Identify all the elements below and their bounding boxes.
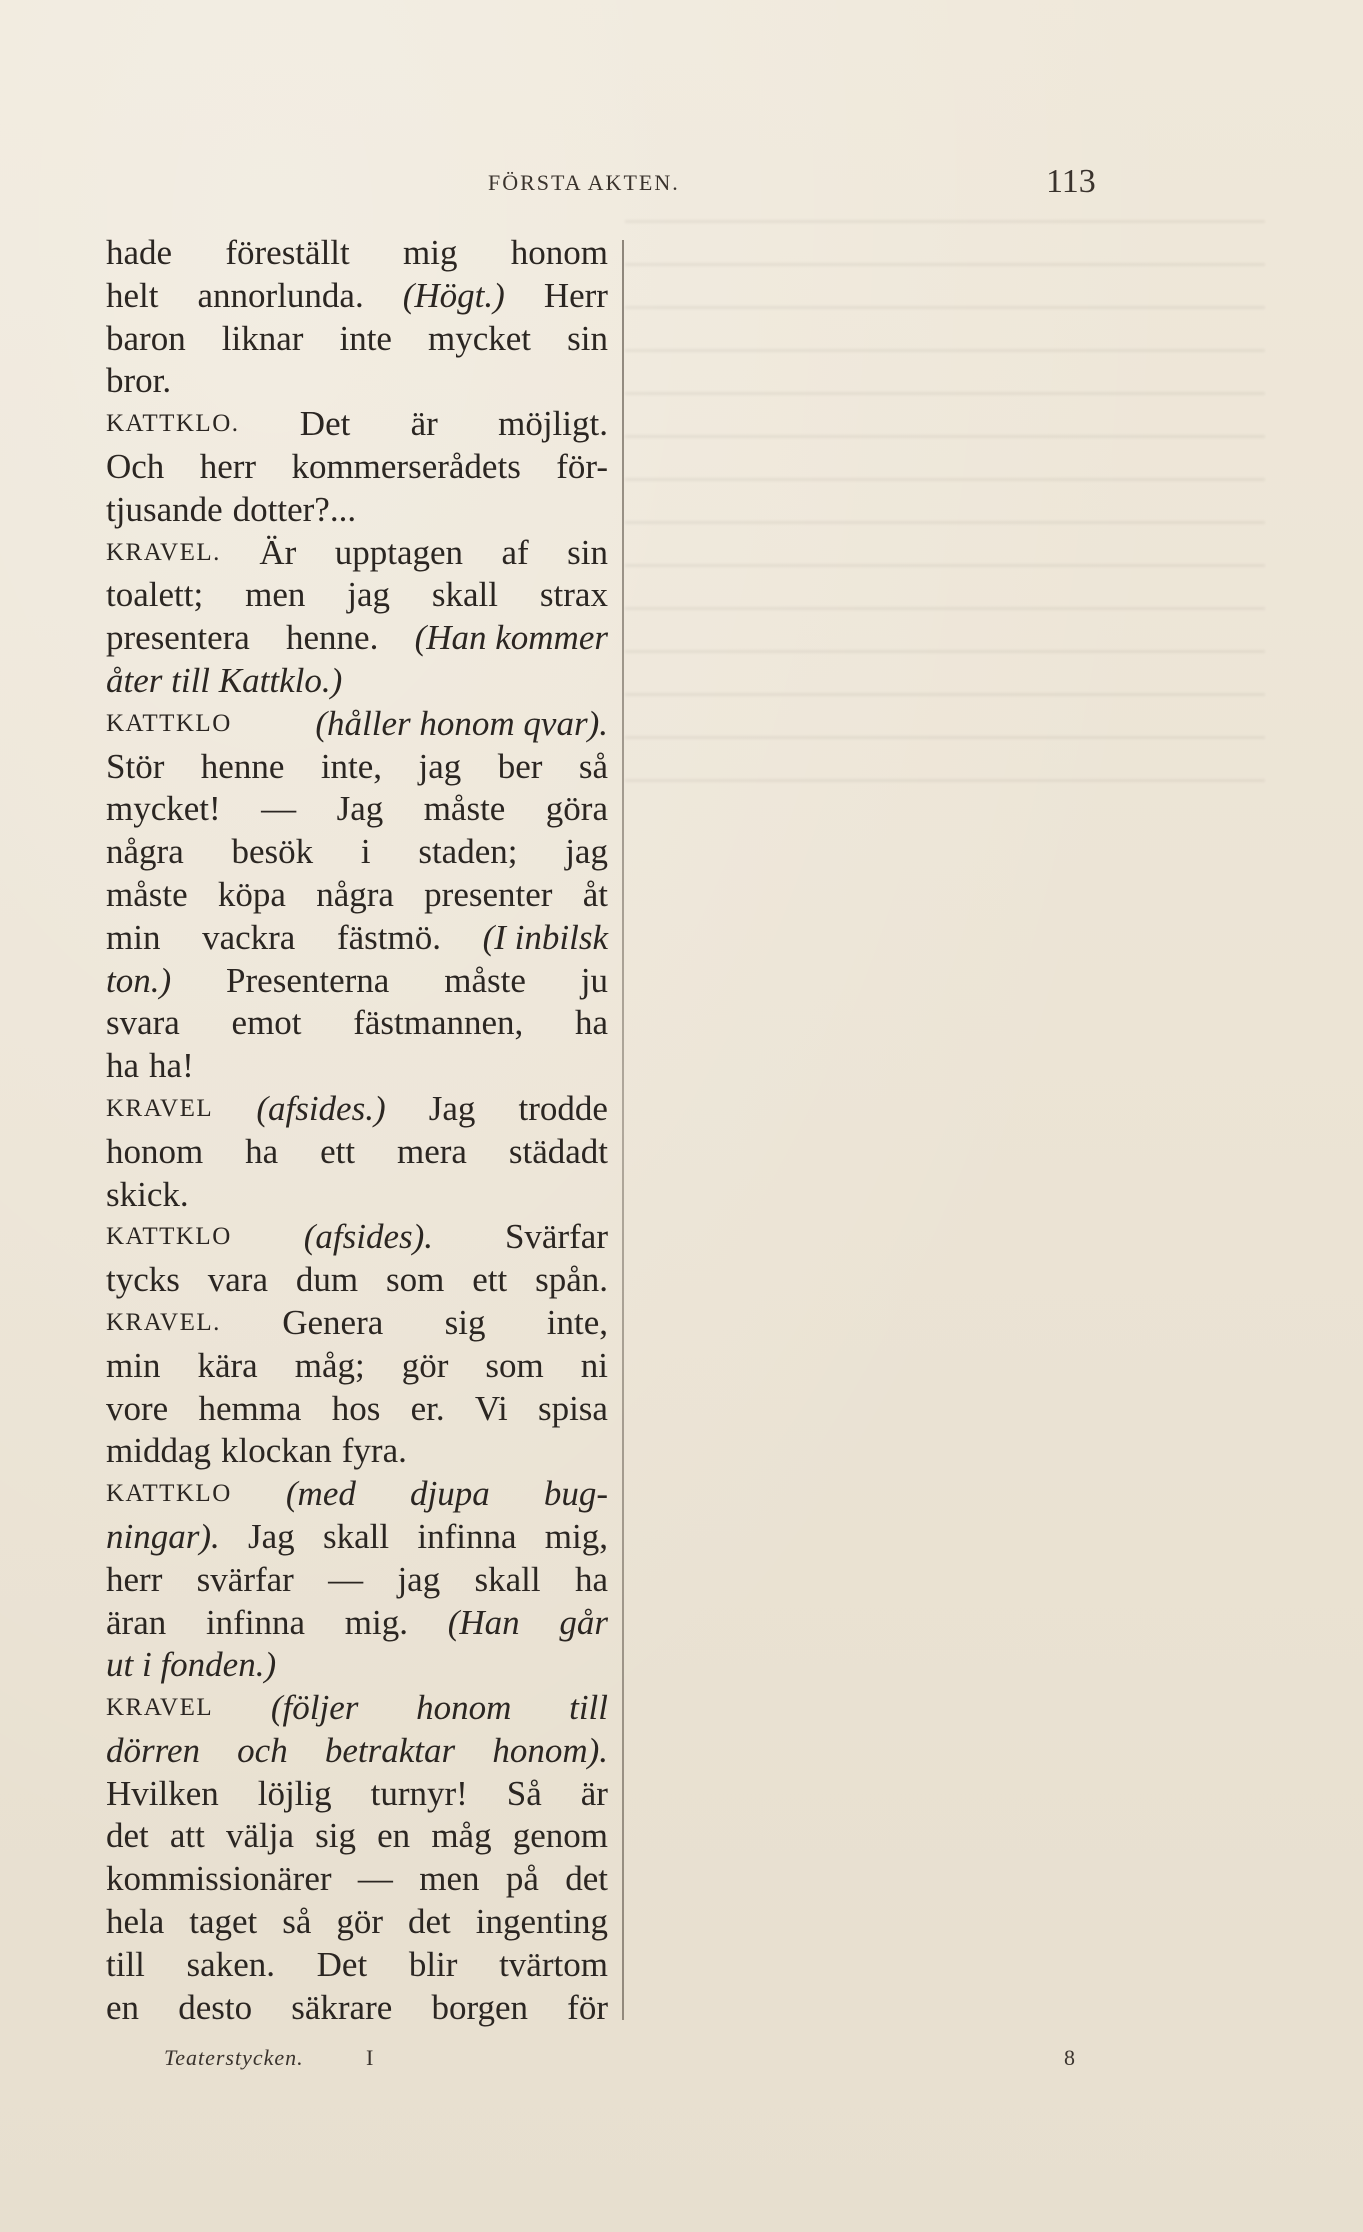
word: vore: [106, 1388, 169, 1428]
stage-direction: betraktar: [324, 1730, 456, 1770]
word: jag: [418, 746, 462, 786]
word: några: [106, 832, 184, 872]
stage-direction: (med: [285, 1474, 356, 1514]
running-head: FÖRSTA AKTEN.: [488, 170, 680, 195]
word: vara: [207, 1260, 268, 1300]
word: saken.: [186, 1944, 275, 1984]
word: åt: [582, 874, 608, 914]
text-line: [106, 746, 608, 789]
word: till: [106, 1944, 145, 1984]
word: dotter?...: [232, 489, 357, 529]
stage-direction: ningar).: [106, 1516, 220, 1556]
stage-direction: åter till Kattklo.): [106, 660, 343, 700]
word: besök: [231, 832, 314, 872]
text-line: [106, 788, 608, 831]
word: Är: [259, 532, 297, 572]
text-line: [106, 1345, 608, 1388]
word: måste: [106, 874, 188, 914]
stage-direction: och: [237, 1730, 288, 1770]
word: bror.: [106, 361, 172, 401]
word: min: [106, 1345, 161, 1385]
text-line: [106, 446, 608, 489]
word: göra: [545, 789, 608, 829]
text-line: [106, 1687, 608, 1730]
word: svara: [106, 1003, 180, 1043]
word: sin: [567, 318, 608, 358]
word: måste: [444, 960, 526, 1000]
word: hela: [106, 1902, 165, 1942]
word: hade: [106, 233, 173, 272]
word: måg: [431, 1816, 492, 1856]
word: henne.: [286, 618, 379, 658]
word: måg;: [294, 1345, 365, 1385]
word: fyra.: [341, 1431, 407, 1471]
word: Genera: [282, 1302, 384, 1342]
word: —: [261, 789, 297, 829]
word: Det: [316, 1944, 368, 1984]
text-line: [106, 360, 608, 403]
word: taget: [189, 1902, 258, 1942]
text-line: [106, 1259, 608, 1302]
word: sin: [567, 532, 608, 572]
word: men: [419, 1859, 480, 1899]
stage-direction: till: [569, 1688, 608, 1728]
word: emot: [231, 1003, 302, 1043]
word: skall: [474, 1559, 541, 1599]
stage-direction: bug-: [543, 1474, 608, 1514]
word: presentera: [106, 618, 250, 658]
word: —: [328, 1559, 364, 1599]
text-line: [106, 275, 608, 318]
stage-direction: ton.): [106, 960, 172, 1000]
word: staden;: [418, 832, 518, 872]
text-line: [106, 1473, 608, 1516]
word: mera: [396, 1131, 467, 1171]
word: Svärfar: [504, 1217, 608, 1257]
word: klockan: [220, 1431, 332, 1471]
stage-direction: (Han kommer: [414, 618, 608, 658]
word: äran: [106, 1602, 167, 1642]
text-line: [106, 617, 608, 660]
word: jag: [347, 575, 391, 615]
text-line: [106, 1987, 608, 2030]
word: tvärtom: [499, 1944, 608, 1984]
word: inte,: [546, 1302, 608, 1342]
word: kommissionärer: [106, 1859, 332, 1899]
text-line: [106, 1559, 608, 1602]
word: Vi: [474, 1388, 508, 1428]
word: för-: [556, 446, 608, 486]
word: så: [578, 746, 608, 786]
word: att: [169, 1816, 205, 1856]
word: Jag: [248, 1516, 295, 1556]
text-line: [106, 874, 608, 917]
text-line: [106, 1644, 608, 1687]
word: Så: [506, 1773, 542, 1813]
text-line: [106, 1516, 608, 1559]
word: köpa: [217, 874, 286, 914]
word: fästmö.: [336, 917, 441, 957]
word: infinna: [205, 1602, 306, 1642]
speaker-name: KATTKLO: [106, 709, 232, 737]
word: på: [505, 1859, 539, 1899]
word: strax: [539, 575, 608, 615]
word: det: [565, 1859, 608, 1899]
word: Jag: [428, 1088, 476, 1128]
word: helt: [106, 275, 159, 315]
word: toalett;: [106, 575, 204, 615]
word: det: [106, 1816, 149, 1856]
text-line: [106, 660, 608, 703]
word: fästmannen,: [353, 1003, 524, 1043]
word: —: [357, 1859, 393, 1899]
stage-direction: (I inbilsk: [482, 917, 608, 957]
text-line: [106, 1901, 608, 1944]
text-line: [106, 1302, 608, 1345]
word: Det: [299, 404, 351, 444]
word: Herr: [543, 275, 608, 315]
word: jag: [565, 832, 608, 872]
word: ha: [106, 1046, 140, 1086]
word: några: [316, 874, 394, 914]
text-line: [106, 1815, 608, 1858]
show-through-text: [625, 220, 1265, 820]
text-line: [106, 1430, 608, 1473]
word: borgen: [431, 1987, 529, 2027]
word: middag: [106, 1431, 211, 1471]
word: ett: [472, 1260, 508, 1300]
word: mycket: [428, 318, 532, 358]
word: svärfar: [196, 1559, 294, 1599]
word: en: [106, 1987, 140, 2027]
word: af: [501, 532, 529, 572]
word: mig.: [344, 1602, 408, 1642]
text-line: [106, 1045, 608, 1088]
signature-mark-title: Teaterstycken.: [164, 2045, 304, 2070]
word: dum: [295, 1260, 359, 1300]
speaker-name: KRAVEL.: [106, 538, 221, 566]
word: måste: [423, 789, 506, 829]
word: det: [408, 1902, 451, 1942]
word: löjlig: [257, 1773, 332, 1813]
word: ha: [245, 1131, 279, 1171]
stage-direction: (Högt.): [402, 275, 505, 315]
main-text-column: [106, 232, 608, 2029]
word: i: [360, 832, 371, 872]
word: tycks: [106, 1260, 180, 1300]
word: gör: [401, 1345, 449, 1385]
stage-direction: honom: [416, 1688, 512, 1728]
stage-direction: (afsides.): [256, 1088, 386, 1128]
word: hos: [331, 1388, 381, 1428]
word: är: [410, 404, 438, 444]
speaker-name: KATTKLO: [106, 1480, 232, 1508]
stage-direction: dörren: [106, 1730, 200, 1770]
word: liknar: [221, 318, 304, 358]
word: sig: [315, 1816, 357, 1856]
word: för: [567, 1987, 608, 2027]
word: ber: [497, 746, 543, 786]
text-line: [106, 403, 608, 446]
text-line: [106, 703, 608, 746]
stage-direction: (håller honom qvar).: [315, 703, 608, 743]
text-line: [106, 1216, 608, 1259]
text-line: [106, 1131, 608, 1174]
word: trodde: [518, 1088, 608, 1128]
word: spån.: [535, 1260, 608, 1300]
word: presenter: [424, 874, 553, 914]
word: sig: [444, 1302, 486, 1342]
speaker-name: KATTKLO.: [106, 410, 240, 438]
speaker-name: KRAVEL: [106, 1694, 214, 1722]
text-line: [106, 1388, 608, 1431]
word: turnyr!: [370, 1773, 468, 1813]
word: upptagen: [334, 532, 464, 572]
signature-sheet-number: 8: [1064, 2045, 1075, 2070]
word: mig: [403, 233, 458, 272]
word: blir: [408, 1944, 458, 1984]
word: men: [245, 575, 306, 615]
text-line: [106, 489, 608, 532]
word: ha: [574, 1003, 608, 1043]
word: er.: [410, 1388, 445, 1428]
word: är: [580, 1773, 608, 1813]
word: mycket!: [106, 789, 221, 829]
stage-direction: (Han: [447, 1602, 520, 1642]
word: spisa: [537, 1388, 608, 1428]
column-rule: [622, 240, 624, 2020]
word: inte: [339, 318, 392, 358]
word: säkrare: [291, 1987, 393, 2027]
word: skick.: [106, 1174, 189, 1214]
word: jag: [397, 1559, 441, 1599]
word: min: [106, 917, 161, 957]
word: städadt: [508, 1131, 608, 1171]
word: en: [377, 1816, 411, 1856]
text-line: [106, 1944, 608, 1987]
word: som: [385, 1260, 445, 1300]
text-line: [106, 960, 608, 1003]
stage-direction: ut i fonden.): [106, 1645, 277, 1685]
text-line: [106, 831, 608, 874]
text-line: [106, 1088, 608, 1131]
word: Presenterna: [226, 960, 390, 1000]
stage-direction: djupa: [409, 1474, 490, 1514]
text-line: [106, 532, 608, 575]
word: ingenting: [475, 1902, 608, 1942]
word: kommerserådets: [291, 446, 521, 486]
word: ett: [320, 1131, 356, 1171]
word: Och: [106, 446, 165, 486]
speaker-name: KRAVEL.: [106, 1308, 221, 1336]
text-line: [106, 1730, 608, 1773]
word: Stör: [106, 746, 165, 786]
word: vackra: [202, 917, 296, 957]
word: ha: [574, 1559, 608, 1599]
text-line: [106, 574, 608, 617]
word: infinna: [417, 1516, 517, 1556]
stage-direction: (afsides).: [303, 1217, 434, 1257]
word: herr: [106, 1559, 163, 1599]
speaker-name: KRAVEL: [106, 1094, 214, 1122]
word: skall: [431, 575, 499, 615]
stage-direction: honom).: [492, 1730, 608, 1770]
word: ha!: [149, 1046, 194, 1086]
word: annorlunda.: [197, 275, 364, 315]
word: mig,: [544, 1516, 608, 1556]
word: tjusande: [106, 489, 223, 529]
word: genom: [512, 1816, 608, 1856]
word: honom: [510, 233, 608, 272]
word: som: [485, 1345, 544, 1385]
word: henne: [200, 746, 285, 786]
page-number: 113: [1046, 163, 1096, 200]
word: desto: [178, 1987, 253, 2027]
word: gör: [336, 1902, 384, 1942]
text-line: [106, 1773, 608, 1816]
text-line: [106, 232, 608, 275]
word: ju: [580, 960, 608, 1000]
word: möjligt.: [498, 404, 608, 444]
text-line: [106, 1858, 608, 1901]
word: kära: [197, 1345, 258, 1385]
word: föreställt: [225, 233, 350, 272]
speaker-name: KATTKLO: [106, 1223, 232, 1251]
text-line: [106, 1002, 608, 1045]
word: så: [282, 1902, 312, 1942]
stage-direction: (följer: [270, 1688, 359, 1728]
word: baron: [106, 318, 186, 358]
text-line: [106, 1174, 608, 1217]
word: skall: [322, 1516, 390, 1556]
word: inte,: [320, 746, 383, 786]
word: hemma: [198, 1388, 302, 1428]
word: ni: [580, 1345, 608, 1385]
text-line: [106, 917, 608, 960]
word: Jag: [336, 789, 384, 829]
signature-volume: I: [366, 2045, 374, 2070]
text-line: [106, 318, 608, 361]
word: honom: [106, 1131, 204, 1171]
word: herr: [199, 446, 257, 486]
text-line: [106, 1602, 608, 1645]
word: välja: [226, 1816, 295, 1856]
stage-direction: går: [559, 1602, 608, 1642]
word: Hvilken: [106, 1773, 219, 1813]
